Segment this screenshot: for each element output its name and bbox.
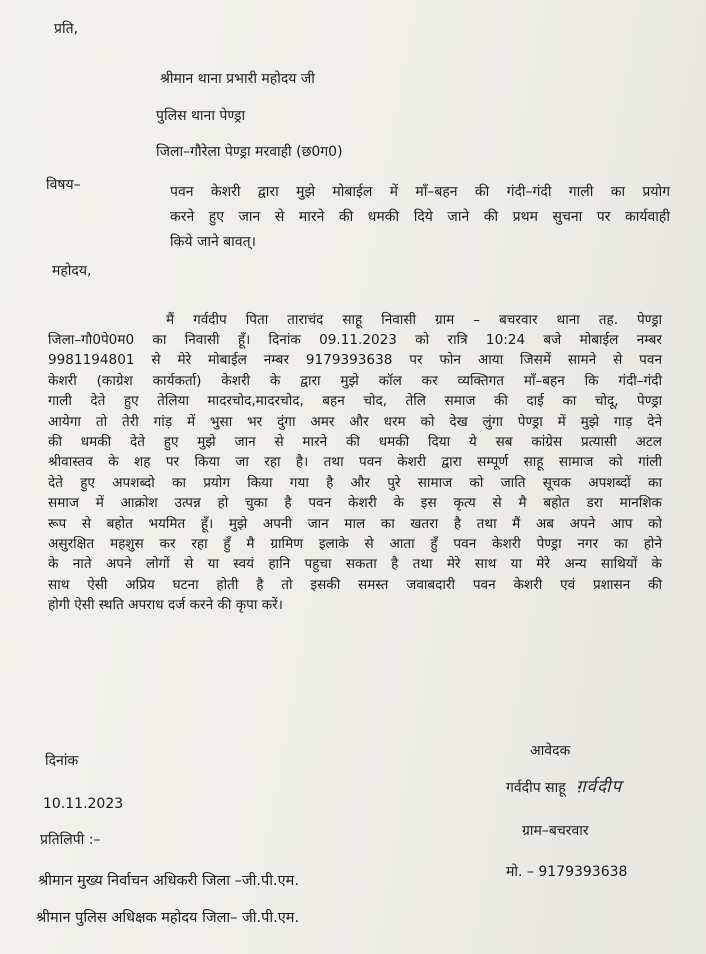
subject-text <box>170 180 670 255</box>
body-line: समाज में आक्रोश उत्पन्न हो चुका है पवन केशरी के इस कृत्य से मै बहोत डरा मानशिक <box>48 495 662 512</box>
body-line: 9981194801 से मेरे मोबाईल नम्बर 9179393638 पर फोन आया जिसमें सामने से पवन <box>48 352 662 369</box>
salutation-to: प्रति, <box>54 21 79 37</box>
addressee-line-1: श्रीमान थाना प्रभारी महोदय जी <box>160 71 315 87</box>
addressee-line-3: जिला–गौरेला पेण्ड्रा मरवाही (छ0ग0) <box>156 144 343 160</box>
body-line: होगी ऐसी स्थति अपराध दर्ज करने की कृपा करें। <box>48 597 283 614</box>
body-paragraph <box>48 310 662 330</box>
copy-recipient-1: श्रीमान मुख्य निर्वाचन अधिकरी जिला –जी.पी.एम. <box>38 873 299 889</box>
body-line: की धमकी देते हुए मुझे जान से मारने की धमकी दिया ये सब कांग्रेस प्रत्यासी अटल <box>48 434 662 451</box>
applicant-label: आवेदक <box>530 743 571 759</box>
body-line: मैं गर्वदीप पिता ताराचंद साहू निवासी ग्राम – बचरवार थाना तह. पेण्ड्रा <box>166 312 662 328</box>
body-line: श्रीवास्तव के शह पर किया जा रहा है। तथा पवन केशरी द्वारा सम्पूर्ण साहू सामाज को गांली <box>48 454 662 471</box>
body-line: जिला–गौ0पे0म0 का निवासी हूँ। दिनांक 09.11.2023 को रात्रि 10:24 बजे मोबाईल नम्बर <box>48 332 662 348</box>
subject-line: पवन केशरी द्वारा मुझे मोबाईल में माँ–बहन की गंदी–गंदी गाली का प्रयोग <box>170 184 670 200</box>
signature: ग़र्वदीप <box>576 777 623 797</box>
body-line: गाली देते हुए तेलिया मादरचोद,मादरचोद, बहन चोद, तेलि समाज की दाई का चोदू, पेण्ड्रा <box>48 393 662 410</box>
body-line: देते हुए अपशब्दो का प्रयोग किया गया है और पुरे सामाज को जाति सूचक अपशब्दों का <box>48 474 662 491</box>
mobile-number: मो. – 9179393638 <box>506 864 628 880</box>
subject-label: विषय– <box>46 177 81 193</box>
body-line: आयेगा तो तेरी गांड़ में भुसा भर दुंगा अमर और धरम को देख लुंगा पेण्ड्रा में मुझे गाड़ देने <box>48 413 662 430</box>
body-line: असुरक्षित महशुस कर रहा हुँ मै ग्रामिण इलाके से आता हुँ पवन केशरी पेण्ड्रा नगर का होने <box>48 536 662 553</box>
date-value: 10.11.2023 <box>43 796 124 812</box>
addressee-line-2: पुलिस थाना पेण्ड्रा <box>156 108 246 124</box>
applicant-name: गर्वदीप साहू <box>506 780 566 796</box>
body-line: साथ ऐसी अप्रिय घटना होती है तो इसकी समस्त जवाबदारी पवन केशरी एवं प्रशासन की <box>48 576 662 593</box>
copy-recipient-2: श्रीमान पुलिस अधिक्षक महोदय जिला– जी.पी.एम. <box>36 910 300 926</box>
subject-line: किये जाने बावत्। <box>170 234 256 250</box>
body-line: केशरी (काग्रेश कार्यकर्ता) केशरी के द्वारा मुझे कॉल कर व्यक्तिगत माँ–बहन कि गंदी–गंदी <box>48 372 662 389</box>
greeting: महोदय, <box>52 263 92 279</box>
copy-label: प्रतिलिपी :– <box>40 832 101 848</box>
subject-line: करने हुए जान से मारने की धमकी दिये जाने की प्रथम सुचना पर कार्यवाही <box>170 209 670 225</box>
village: ग्राम–बचरवार <box>522 823 589 839</box>
body-line: के नाते अपने लोगों से या स्वयं हानि पहुचा सकता है तथा मेरे साथ या मेरे अन्य साथियों के <box>48 556 662 573</box>
applicant-name-line <box>506 778 622 797</box>
date-label: दिनांक <box>45 753 79 769</box>
body-line: रूप से बहोत भयमित हूँ। मुझे अपनी जान माल का खतरा है तथा मैं अब अपने आप को <box>48 515 662 532</box>
body-paragraph-cont <box>48 330 662 616</box>
